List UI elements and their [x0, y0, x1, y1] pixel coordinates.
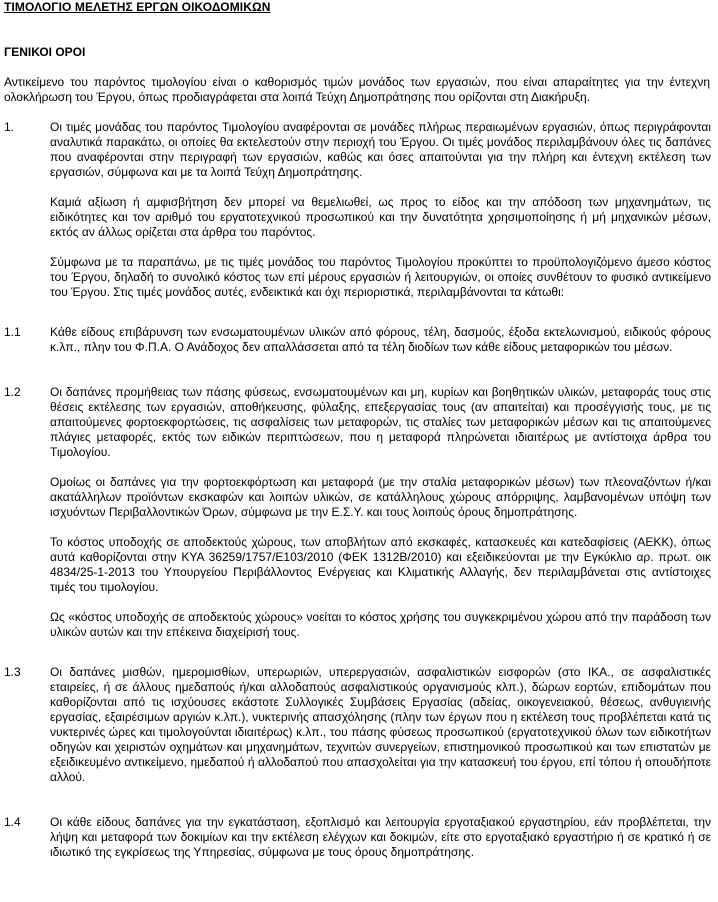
item-number: 1.2	[4, 385, 21, 399]
item-body	[50, 665, 711, 785]
item-paragraph: Ομοίως οι δαπάνες για την φορτοεκφόρτωση και μεταφορά (με την σταλία μεταφορικών μέσων) των πλεοναζόντων ή/και ακατάλληλων προϊόντων εκσκαφών και λοιπών υλικών, σε κατάλληλους χώρους απόρριψης, λαμβανομένων υπόψη των ισχυόντων Περιβαλλοντικών Όρων, σύμφωνα με την Ε.Σ.Υ. και τους λοιπούς όρους δημοπράτησης.	[50, 475, 711, 519]
item-paragraph: Οι δαπάνες μισθών, ημερομισθίων, υπερωριών, υπερεργασιών, ασφαλιστικών εισφορών (στο ΙΚΑ., σε ασφαλιστικές εταιρείες, ή σε άλλους ημεδαπούς ή/και αλλοδαπούς ασφαλιστικούς οργανισμούς κλπ.), δώρων εορτών, επιδομάτων που καθορίζονται από τις ισχύουσες εκάστοτε Συλλογικές Συμβάσεις Εργασίας (αδείας, οικογενειακού, θέσεως, ανθυγιεινής εργασίας, εξαιρέσιμων αργιών κ.λπ.), νυκτερινής απασχόλησης (πλην των έργων που η εκτέλεση τους προβλέπεται κατά τις νυκτερινές ώρες και τιμολογούνται ιδιαιτέρως) κ.λπ., του πάσης φύσεως προσωπικού (εργατοτεχνικού όλων των ειδικοτήτων οδηγών και χειριστών οχημάτων και μηχανημάτων, τεχνιτών συνεργείων, επιστημονικού προσωπικού και των επιστατών με εξειδικευμένο αντικείμενο, ημεδαπού ή αλλοδαπού που απασχολείται για την κατασκευή του έργου, επί τόπου ή οπουδήποτε αλλού.	[50, 665, 711, 784]
item-paragraph: Ως «κόστος υποδοχής σε αποδεκτούς χώρους» νοείται το κόστος χρήσης του συγκεκριμένου χώρου από την παράδοση των υλικών αυτών και την επέκεινα διαχείρισή τους.	[50, 610, 711, 639]
item-paragraph: Καμιά αξίωση ή αμφισβήτηση δεν μπορεί να θεμελιωθεί, ως προς το είδος και την απόδοση των μηχανημάτων, τις ειδικότητες και τον αριθμό του εργατοτεχνικού προσωπικού και την δυνατότητα χρησιμοποίησης ή μή μηχανικών μέσων, εκτός αν άλλως ορίζεται στα άρθρα του παρόντος.	[50, 195, 711, 239]
item-number: 1.1	[4, 325, 21, 339]
item-body	[50, 120, 711, 300]
item-body	[50, 325, 711, 355]
item-paragraph: Οι τιμές μονάδας του παρόντος Τιμολογίου αναφέρονται σε μονάδες πλήρως περαιωμένων εργασιών, όπως περιγράφονται αναλυτικά παρακάτω, οι οποίες θα εκτελεστούν στην περιοχή του Έργου. Οι τιμές μονάδος περιλαμβάνουν όλες τις δαπάνες που αναφέρονται στην περιγραφή των εργασιών, καθώς και όσες απαιτούνται για την πλήρη και έντεχνη εκτέλεση των εργασιών, σύμφωνα και με τα λοιπά Τεύχη Δημοπράτησης.	[50, 120, 711, 179]
item-paragraph: Οι δαπάνες προμήθειας των πάσης φύσεως, ενσωματουμένων και μη, κυρίων και βοηθητικών υλικών, μεταφοράς τους στις θέσεις εκτέλεσης των εργασιών, αποθήκευσης, φύλαξης, επεξεργασίας τους (αν απαιτείται) και προσέγγισής τους, με τις απαιτούμενες φορτοεκφορτώσεις, τις ασφαλίσεις των μεταφορών, τις σταλίες των μεταφορικών μέσων και τις απαιτούμενες πλάγιες μεταφορές, εκτός των ειδικών περιπτώσεων, που η μεταφορά πληρώνεται ιδιαιτέρως με αντίστοιχα άρθρα του Τιμολογίου.	[50, 385, 711, 459]
section-heading: ΓΕΝΙΚΟΙ ΟΡΟΙ	[4, 45, 86, 59]
item-paragraph: Το κόστος υποδοχής σε αποδεκτούς χώρους, των αποβλήτων από εκσκαφές, κατασκευές και κατεδαφίσεις (ΑΕΚΚ), όπως αυτά καθορίζονται στην ΚΥΑ 36259/1757/Ε103/2010 (ΦΕΚ 1312Β/2010) και εξειδικεύονται με την Εγκύκλιο αρ. πρωτ. οικ 4834/25-1-2013 του Υπουργείου Περιβάλλοντος Ενέργειας και Κλιματικής Αλλαγής, δεν περιλαμβάνεται στις αντίστοιχες τιμές του τιμολογίου.	[50, 535, 711, 594]
item-paragraph: Σύμφωνα με τα παραπάνω, με τις τιμές μονάδος του παρόντος Τιμολογίου προκύπτει το προϋπολογιζόμενο άμεσο κόστος του Έργου, δηλαδή το συνολικό κόστος των επί μέρους εργασιών ή λειτουργιών, οι οποίες συνθέτουν το φυσικό αντικείμενο του Έργου. Στις τιμές μονάδος αυτές, ενδεικτικά και όχι περιοριστικά, περιλαμβάνονται τα κάτωθι:	[50, 255, 711, 299]
item-body	[50, 385, 711, 640]
item-paragraph: Οι κάθε είδους δαπάνες για την εγκατάσταση, εξοπλισμό και λειτουργία εργοταξιακού εργαστηρίου, εάν προβλέπεται, την λήψη και μεταφορά των δοκιμίων και την εκτέλεση ελέγχων και δοκιμών, είτε στο εργοταξιακό εργαστήριο ή σε κρατικό ή σε ιδιωτικό της εγκρίσεως της Υπηρεσίας, σύμφωνα με τους όρους δημοπράτησης.	[50, 815, 711, 859]
item-paragraph: Κάθε είδους επιβάρυνση των ενσωματουμένων υλικών από φόρους, τέλη, δασμούς, έξοδα εκτελωνισμού, ειδικούς φόρους κ.λπ., πλην του Φ.Π.Α. Ο Ανάδοχος δεν απαλλάσσεται από τα τέλη διοδίων των κάθε είδους μεταφορικών του μέσων.	[50, 325, 711, 354]
item-body	[50, 815, 711, 860]
item-number: 1.	[4, 120, 15, 134]
item-number: 1.3	[4, 665, 21, 679]
document-title: ΤΙΜΟΛΟΓΙΟ ΜΕΛΕΤΗΣ ΕΡΓΩΝ ΟΙΚΟΔΟΜΙΚΩΝ	[4, 0, 271, 14]
item-number: 1.4	[4, 815, 21, 829]
intro-paragraph: Αντικείμενο του παρόντος τιμολογίου είναι ο καθορισμός τιμών μονάδος των εργασιών, που είναι απαραίτητες για την έντεχνη ολοκλήρωση του Έργου, όπως προδιαγράφεται στα λοιπά Τεύχη Δημοπράτησης που ορίζονται στη Διακήρυξη.	[4, 75, 710, 104]
